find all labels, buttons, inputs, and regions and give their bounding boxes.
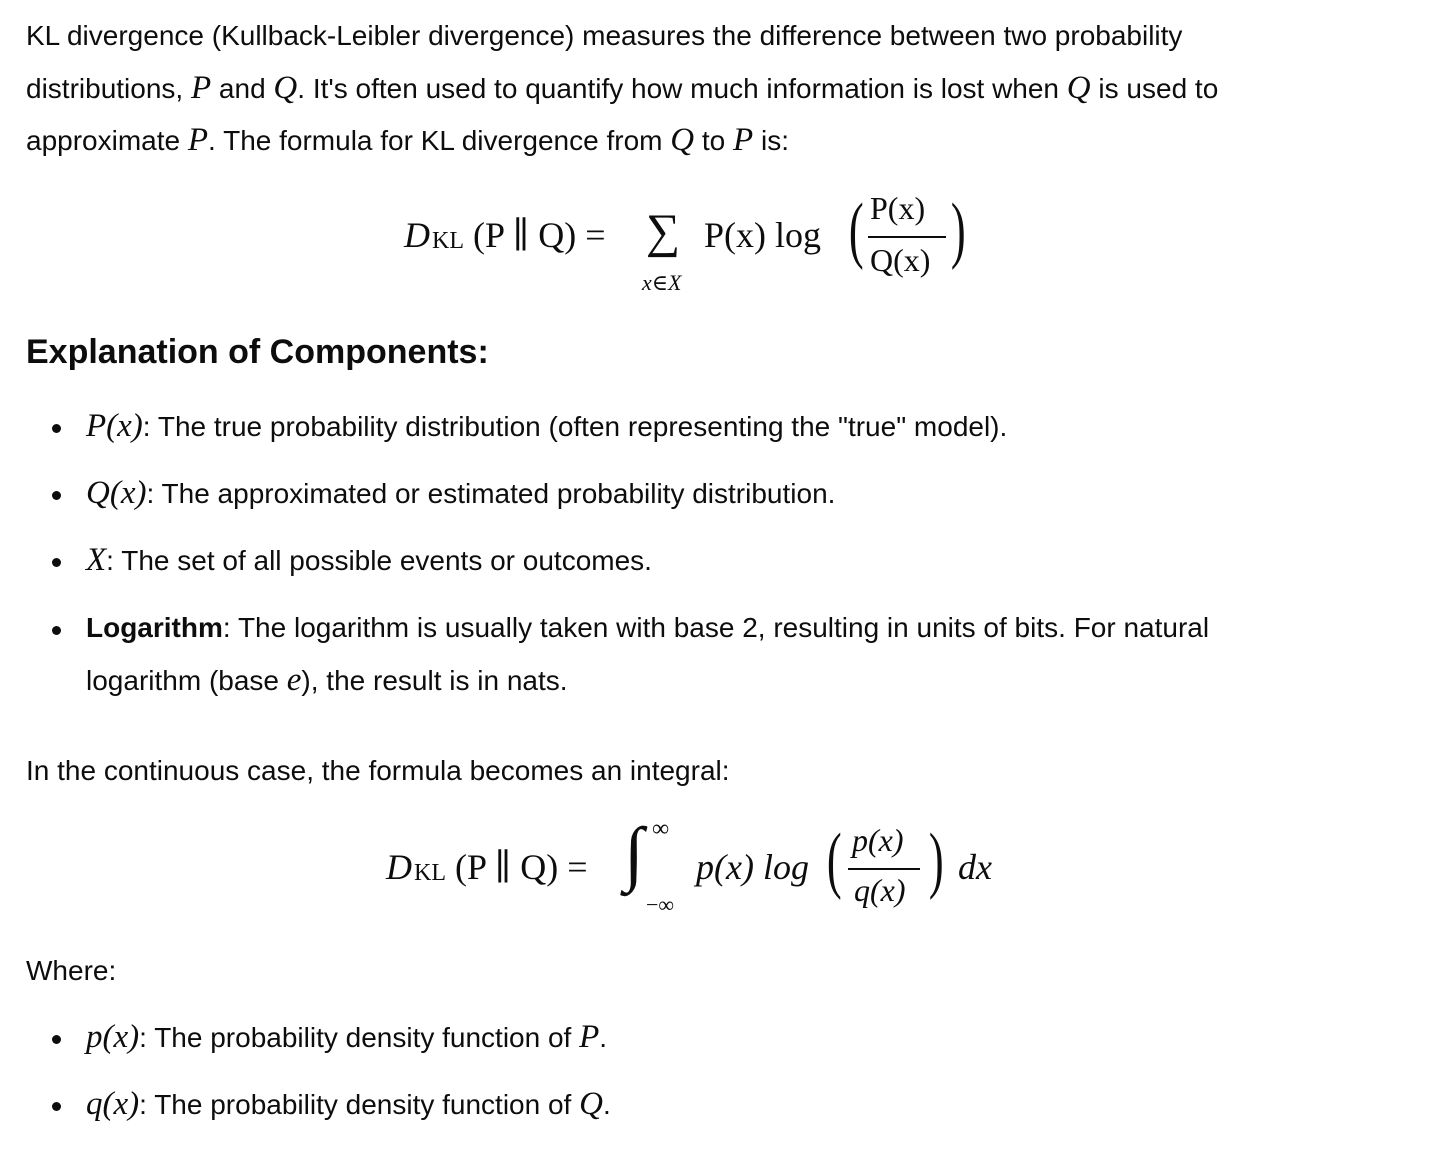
intro-text: and [211,73,274,104]
section-heading: Explanation of Components: [26,333,489,371]
list-text: : The true probability distribution (often representing the "true" model). [142,411,1008,442]
sum-symbol: ∑ [646,205,681,258]
intro-line-1 [26,10,1182,62]
math-symbol: P [579,1019,600,1055]
math-symbol: X [86,542,107,578]
bullet-dot [52,491,61,500]
formula-d: D [386,847,412,887]
formula-dx: dx [958,847,992,887]
fraction-denominator: q(x) [854,872,906,908]
formula-args: (P ∥ Q) = [473,215,606,255]
integral-symbol: ∫ [624,813,644,893]
fraction-denominator: Q(x) [870,242,931,278]
intro-text: . It's often used to quantify how much information is lost when [297,73,1067,104]
integral-upper-bound: ∞ [652,816,670,842]
bullet-dot [52,1102,61,1111]
list-bold-term: Logarithm [86,612,223,643]
formula-term: P(x) log [704,215,821,255]
math-symbol: Q [670,122,695,158]
math-symbol: p(x) [86,1019,140,1055]
continuous-intro: In the continuous case, the formula becomes an integral: [26,755,730,786]
right-paren: ) [950,189,966,271]
math-symbol: q(x) [86,1086,140,1122]
bullet-dot [52,1035,61,1044]
list-text: : The logarithm is usually taken with base 2, resulting in units of bits. For natural [222,612,1210,643]
where-label: Where: [26,955,117,986]
formula-args: (P ∥ Q) = [455,847,588,887]
list-text: . [599,1022,608,1053]
fraction-numerator: P(x) [870,190,926,226]
list-text: ), the result is in nats. [301,665,568,696]
intro-text: to [694,125,734,156]
math-symbol: P(x) [86,408,143,444]
intro-text: approximate [26,125,188,156]
fraction-numerator: p(x) [852,822,904,858]
intro-text: is used to [1090,73,1219,104]
intro-text: distributions, [26,73,191,104]
list-text: : The set of all possible events or outcomes. [106,545,652,576]
math-symbol: P [190,70,212,106]
intro-text: KL divergence (Kullback-Leibler divergence) measures the difference between two probability [26,20,1183,51]
fraction-bar [868,236,946,238]
math-symbol: Q [273,70,298,106]
list-text: : The approximated or estimated probability distribution. [146,478,836,509]
math-symbol: Q(x) [86,475,147,511]
bullet-dot [52,558,61,567]
left-paren: ( [826,819,842,901]
formula-subscript: KL [414,860,446,886]
list-text: : The probability density function of [139,1022,580,1053]
left-paren: ( [848,189,864,271]
math-symbol: P [733,122,754,158]
math-symbol: e [286,662,302,698]
fraction-bar [848,868,920,870]
bullet-dot [52,626,61,635]
right-paren: ) [928,819,944,901]
math-symbol: P [187,122,209,158]
intro-line-2 [26,62,1218,115]
intro-line-3 [26,114,789,167]
formula-subscript: KL [432,228,464,254]
formula-d: D [404,215,430,255]
intro-text: . The formula for KL divergence from [208,125,671,156]
math-symbol: Q [579,1086,603,1122]
math-symbol: Q [1066,70,1091,106]
bullet-dot [52,424,61,433]
sum-subscript: x∈X [642,270,682,295]
list-text: : The probability density function of [139,1089,580,1120]
list-text: . [602,1089,611,1120]
formula-term: p(x) log [696,847,809,887]
list-text: logarithm (base [86,665,287,696]
intro-text: is: [753,125,789,156]
integral-lower-bound: −∞ [646,892,675,917]
